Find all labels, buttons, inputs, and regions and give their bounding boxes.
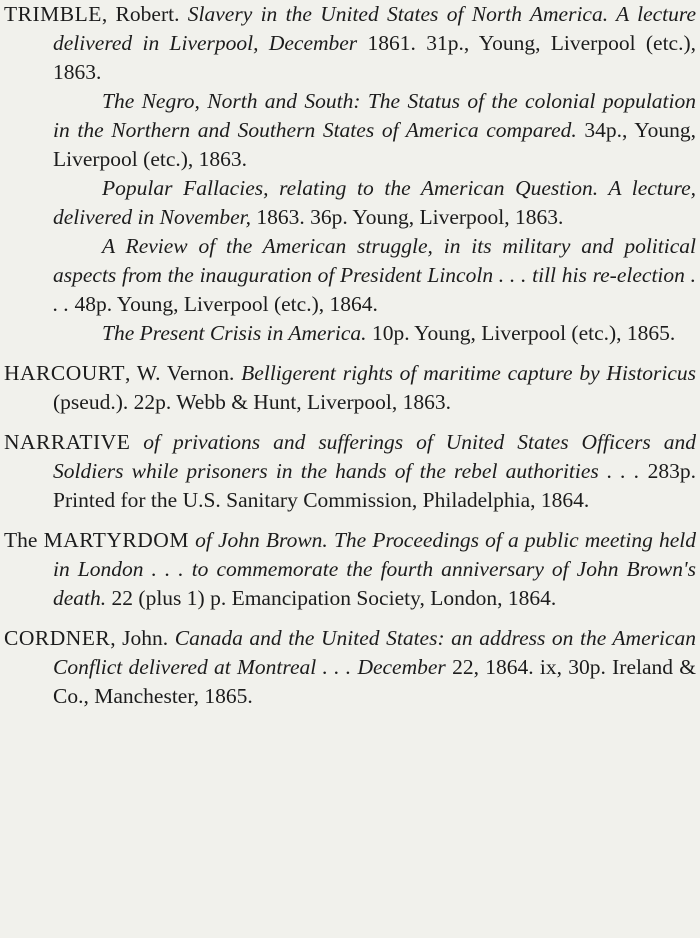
- entry-author: , Robert.: [101, 2, 180, 26]
- entry-details: 10p. Young, Liverpool (etc.), 1865.: [371, 321, 676, 345]
- entry-title: Slavery in the United States of North America. A lecture delivered in Liverpool, December: [53, 2, 696, 55]
- entry-title: The Present Crisis in America.: [102, 321, 367, 345]
- entry-head: NARRATIVE: [4, 430, 131, 454]
- entry-title: Popular Fallacies, relating to the American Question. A lecture, delivered in November,: [53, 176, 696, 229]
- entry-details: (pseud.). 22p. Webb & Hunt, Liverpool, 1863.: [53, 390, 451, 414]
- entry-narrative: [0, 428, 700, 515]
- entry-title: Belligerent rights of maritime capture by Historicus: [241, 361, 697, 385]
- entry-details: 22, 1864. ix, 30p. Ireland & Co., Manchester, 1865.: [53, 655, 697, 708]
- entry-harcourt: [0, 359, 700, 417]
- entry-head: MARTYRDOM: [43, 528, 189, 552]
- entry-title: of John Brown. The Proceedings of a public meeting held in London . . . to commemorate the fourth anniversary of John Brown's death.: [53, 528, 696, 610]
- sub-entry: [4, 232, 696, 319]
- entry-details: 48p. Young, Liverpool (etc.), 1864.: [74, 292, 378, 316]
- entry-head: TRIMBLE: [4, 2, 102, 26]
- sub-entry: [4, 174, 696, 232]
- entry-title: of privations and sufferings of United States Officers and Soldiers while prisoners in the hands of the rebel authorities . . .: [53, 430, 696, 483]
- entry-details: 22 (plus 1) p. Emancipation Society, London, 1864.: [111, 586, 557, 610]
- entry-cordner: [0, 624, 700, 711]
- entry-details: 1863. 36p. Young, Liverpool, 1863.: [256, 205, 564, 229]
- entry-details: 1861. 31p., Young, Liverpool (etc.), 1863.: [53, 31, 697, 84]
- entry-details: 34p., Young, Liverpool (etc.), 1863.: [53, 118, 696, 171]
- entry-prefix: The: [4, 528, 44, 552]
- entry-martyrdom: [0, 526, 700, 613]
- entry-author: , John.: [110, 626, 169, 650]
- entry-details: 283p. Printed for the U.S. Sanitary Commission, Philadelphia, 1864.: [53, 459, 697, 512]
- entry-title: Canada and the United States: an address on the American Conflict delivered at Montreal . . . December: [53, 626, 696, 679]
- sub-entry: [4, 319, 696, 348]
- entry-title: A Review of the American struggle, in its military and political aspects from the inauguration of President Lincoln . . . till his re-election . . .: [53, 234, 696, 316]
- entry-title: The Negro, North and South: The Status of the colonial population in the Northern and Southern States of America compared.: [53, 89, 696, 142]
- entry-author: , W. Vernon.: [124, 361, 235, 385]
- entry-trimble: [0, 0, 700, 348]
- entry-head: HARCOURT: [4, 361, 125, 385]
- entry-head: CORDNER: [4, 626, 111, 650]
- sub-entry: [4, 87, 696, 174]
